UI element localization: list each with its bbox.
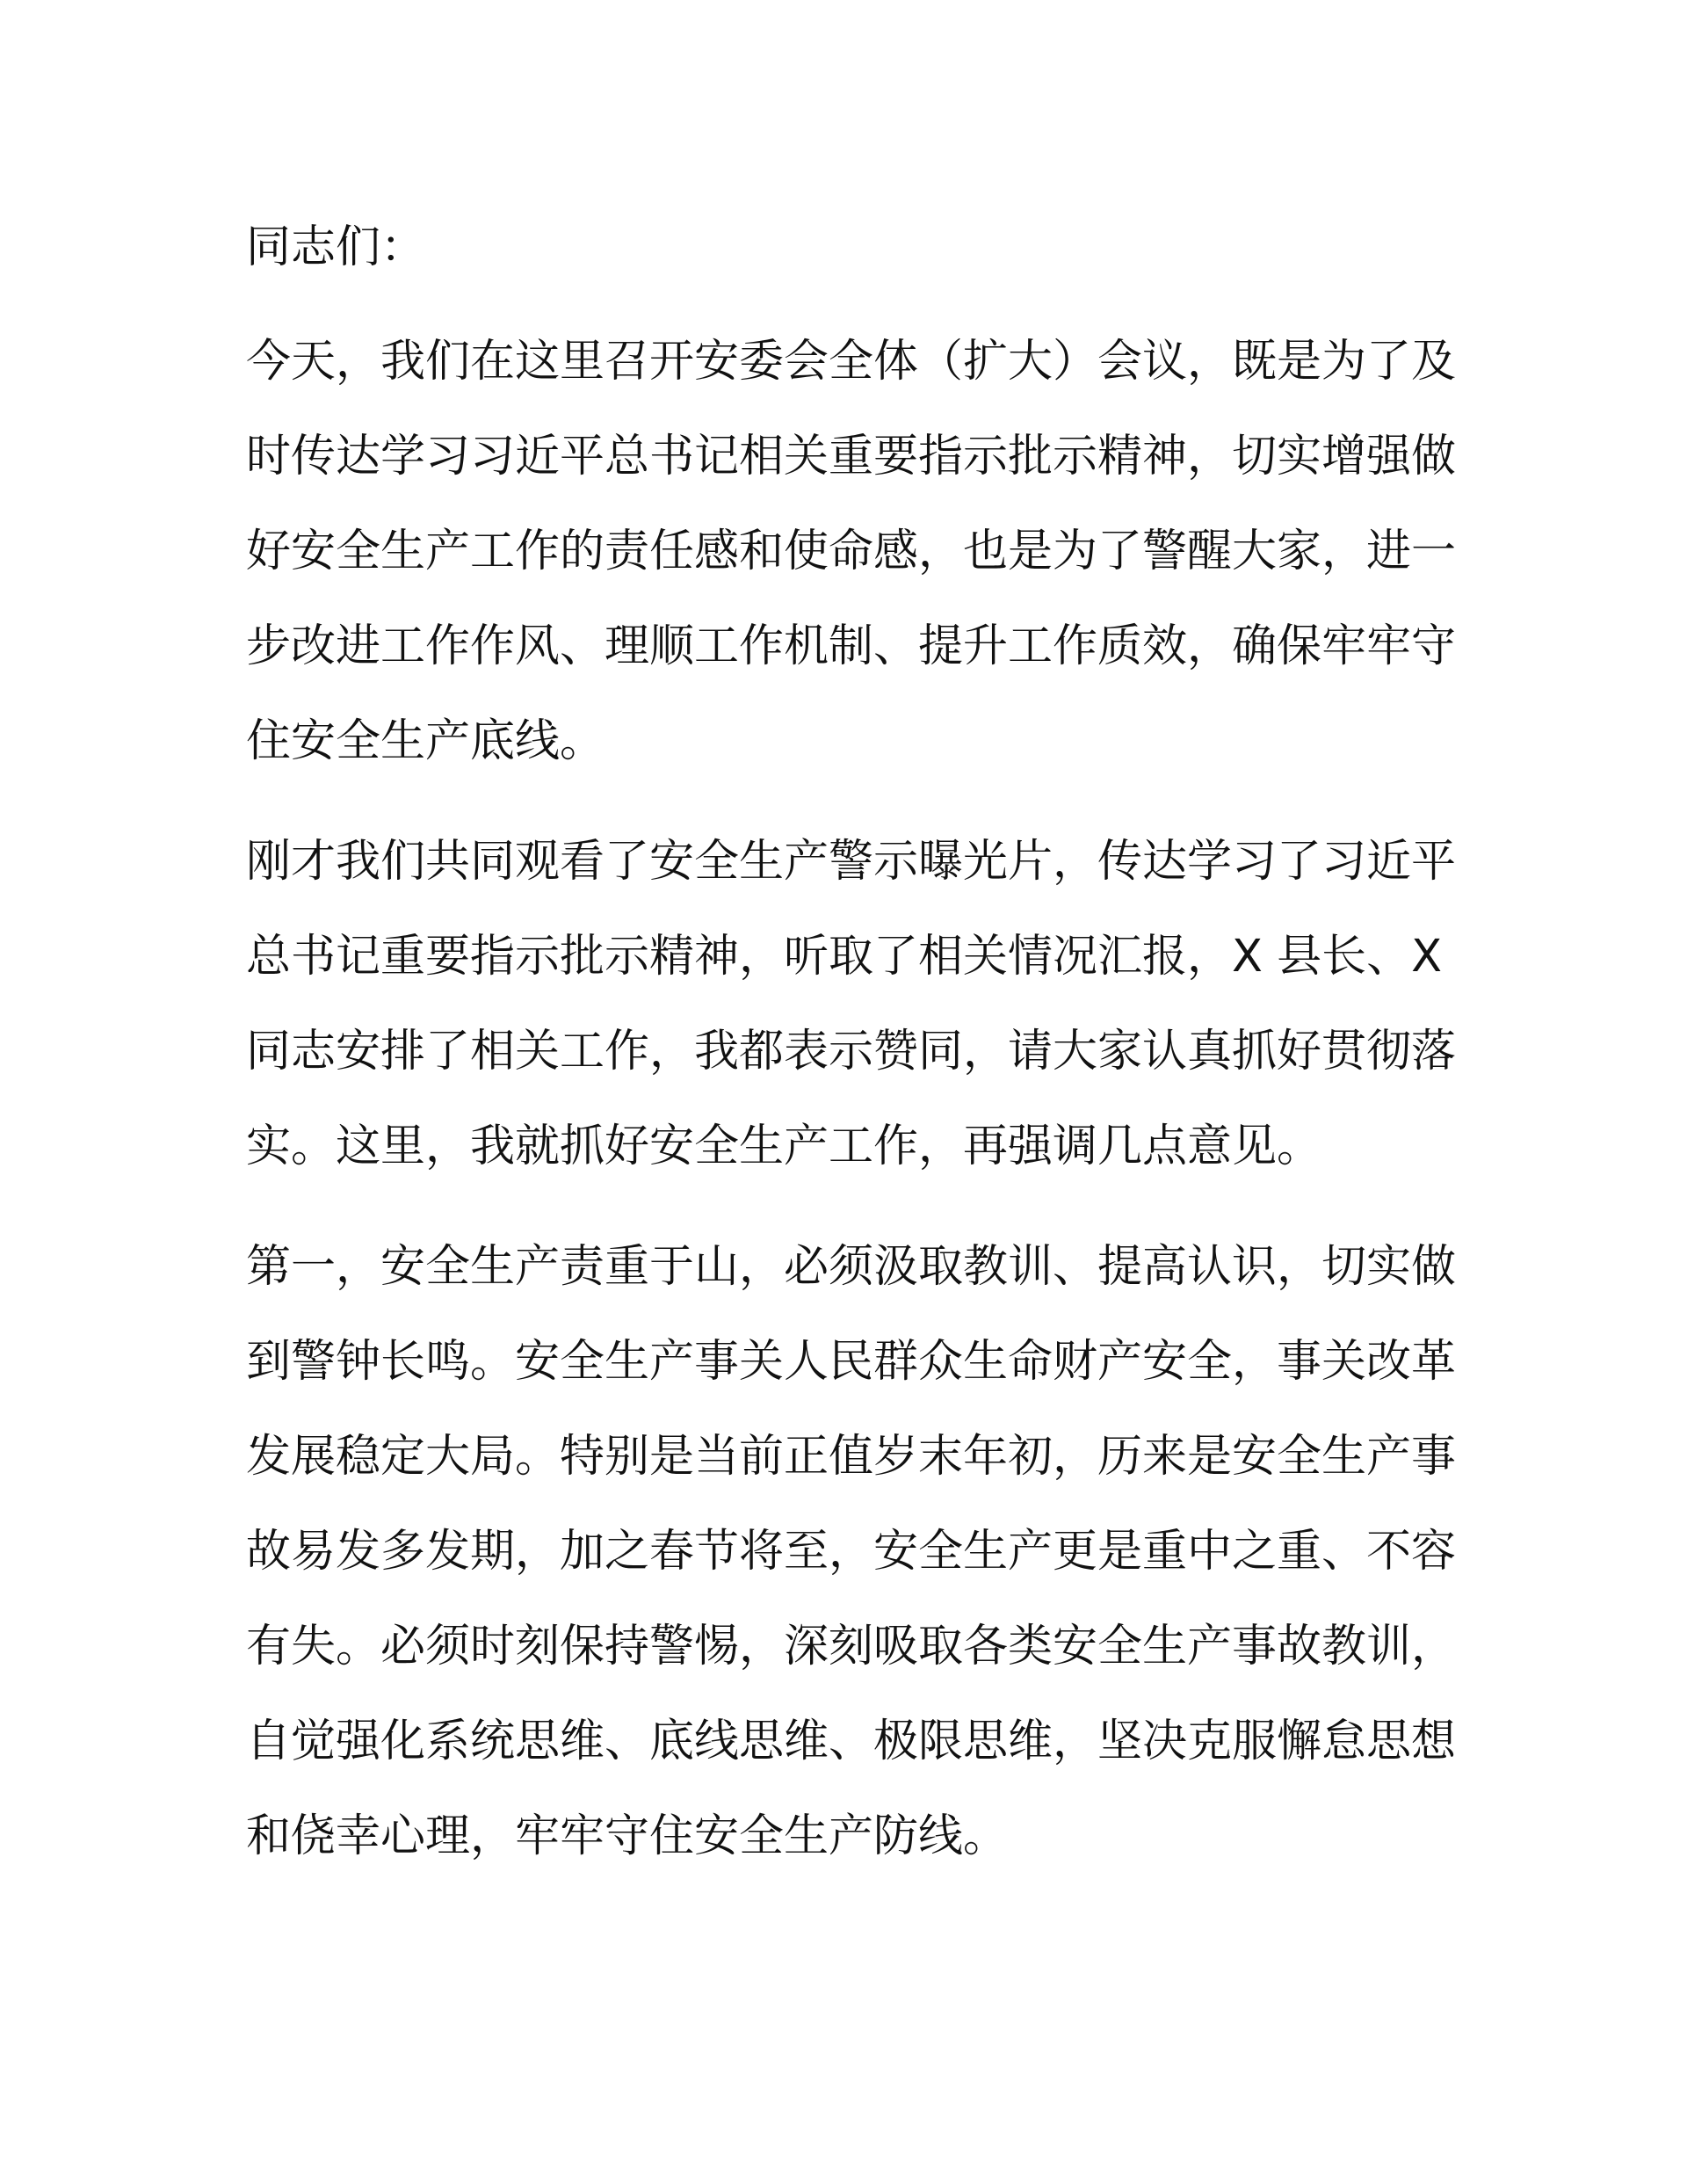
text-line: 好安全生产工作的责任感和使命感，也是为了警醒大家，进一: [246, 526, 1457, 577]
text-line: 发展稳定大局。特别是当前正值岁末年初，历来是安全生产事: [246, 1431, 1457, 1483]
text-line: 到警钟长鸣。安全生产事关人民群众生命财产安全，事关改革: [246, 1336, 1457, 1388]
salutation: 同志们：: [246, 221, 426, 273]
text-line: 刚才我们共同观看了安全生产警示曝光片，传达学习了习近平: [246, 836, 1457, 888]
text-line: 第一，安全生产责重于山，必须汲取教训、提高认识，切实做: [246, 1241, 1457, 1293]
document-page: [246, 200, 1457, 1910]
text-line: 自觉强化系统思维、底线思维、极限思维，坚决克服懈怠思想: [246, 1716, 1457, 1767]
text-line: 总书记重要指示批示精神，听取了相关情况汇报，X 县长、X: [246, 931, 1443, 983]
text-line: 今天，我们在这里召开安委会全体（扩大）会议，既是为了及: [246, 336, 1457, 388]
paragraph-2: [246, 815, 1457, 1194]
text-line: 步改进工作作风、理顺工作机制、提升工作质效，确保牢牢守: [246, 620, 1457, 672]
paragraph-1: [246, 315, 1457, 789]
text-line: 和侥幸心理，牢牢守住安全生产防线。: [246, 1810, 1009, 1862]
text-line: 故易发多发期，加之春节将至，安全生产更是重中之重、不容: [246, 1526, 1457, 1578]
text-line: 有失。必须时刻保持警惕，深刻吸取各类安全生产事故教训，: [246, 1621, 1457, 1672]
text-line: 实。这里，我就抓好安全生产工作，再强调几点意见。: [246, 1121, 1322, 1172]
text-line: 住安全生产底线。: [246, 715, 605, 767]
text-line: 时传达学习习近平总书记相关重要指示批示精神，切实增强做: [246, 431, 1457, 483]
paragraph-3: [246, 1220, 1457, 1884]
text-line: 同志安排了相关工作，我都表示赞同，请大家认真抓好贯彻落: [246, 1026, 1457, 1077]
